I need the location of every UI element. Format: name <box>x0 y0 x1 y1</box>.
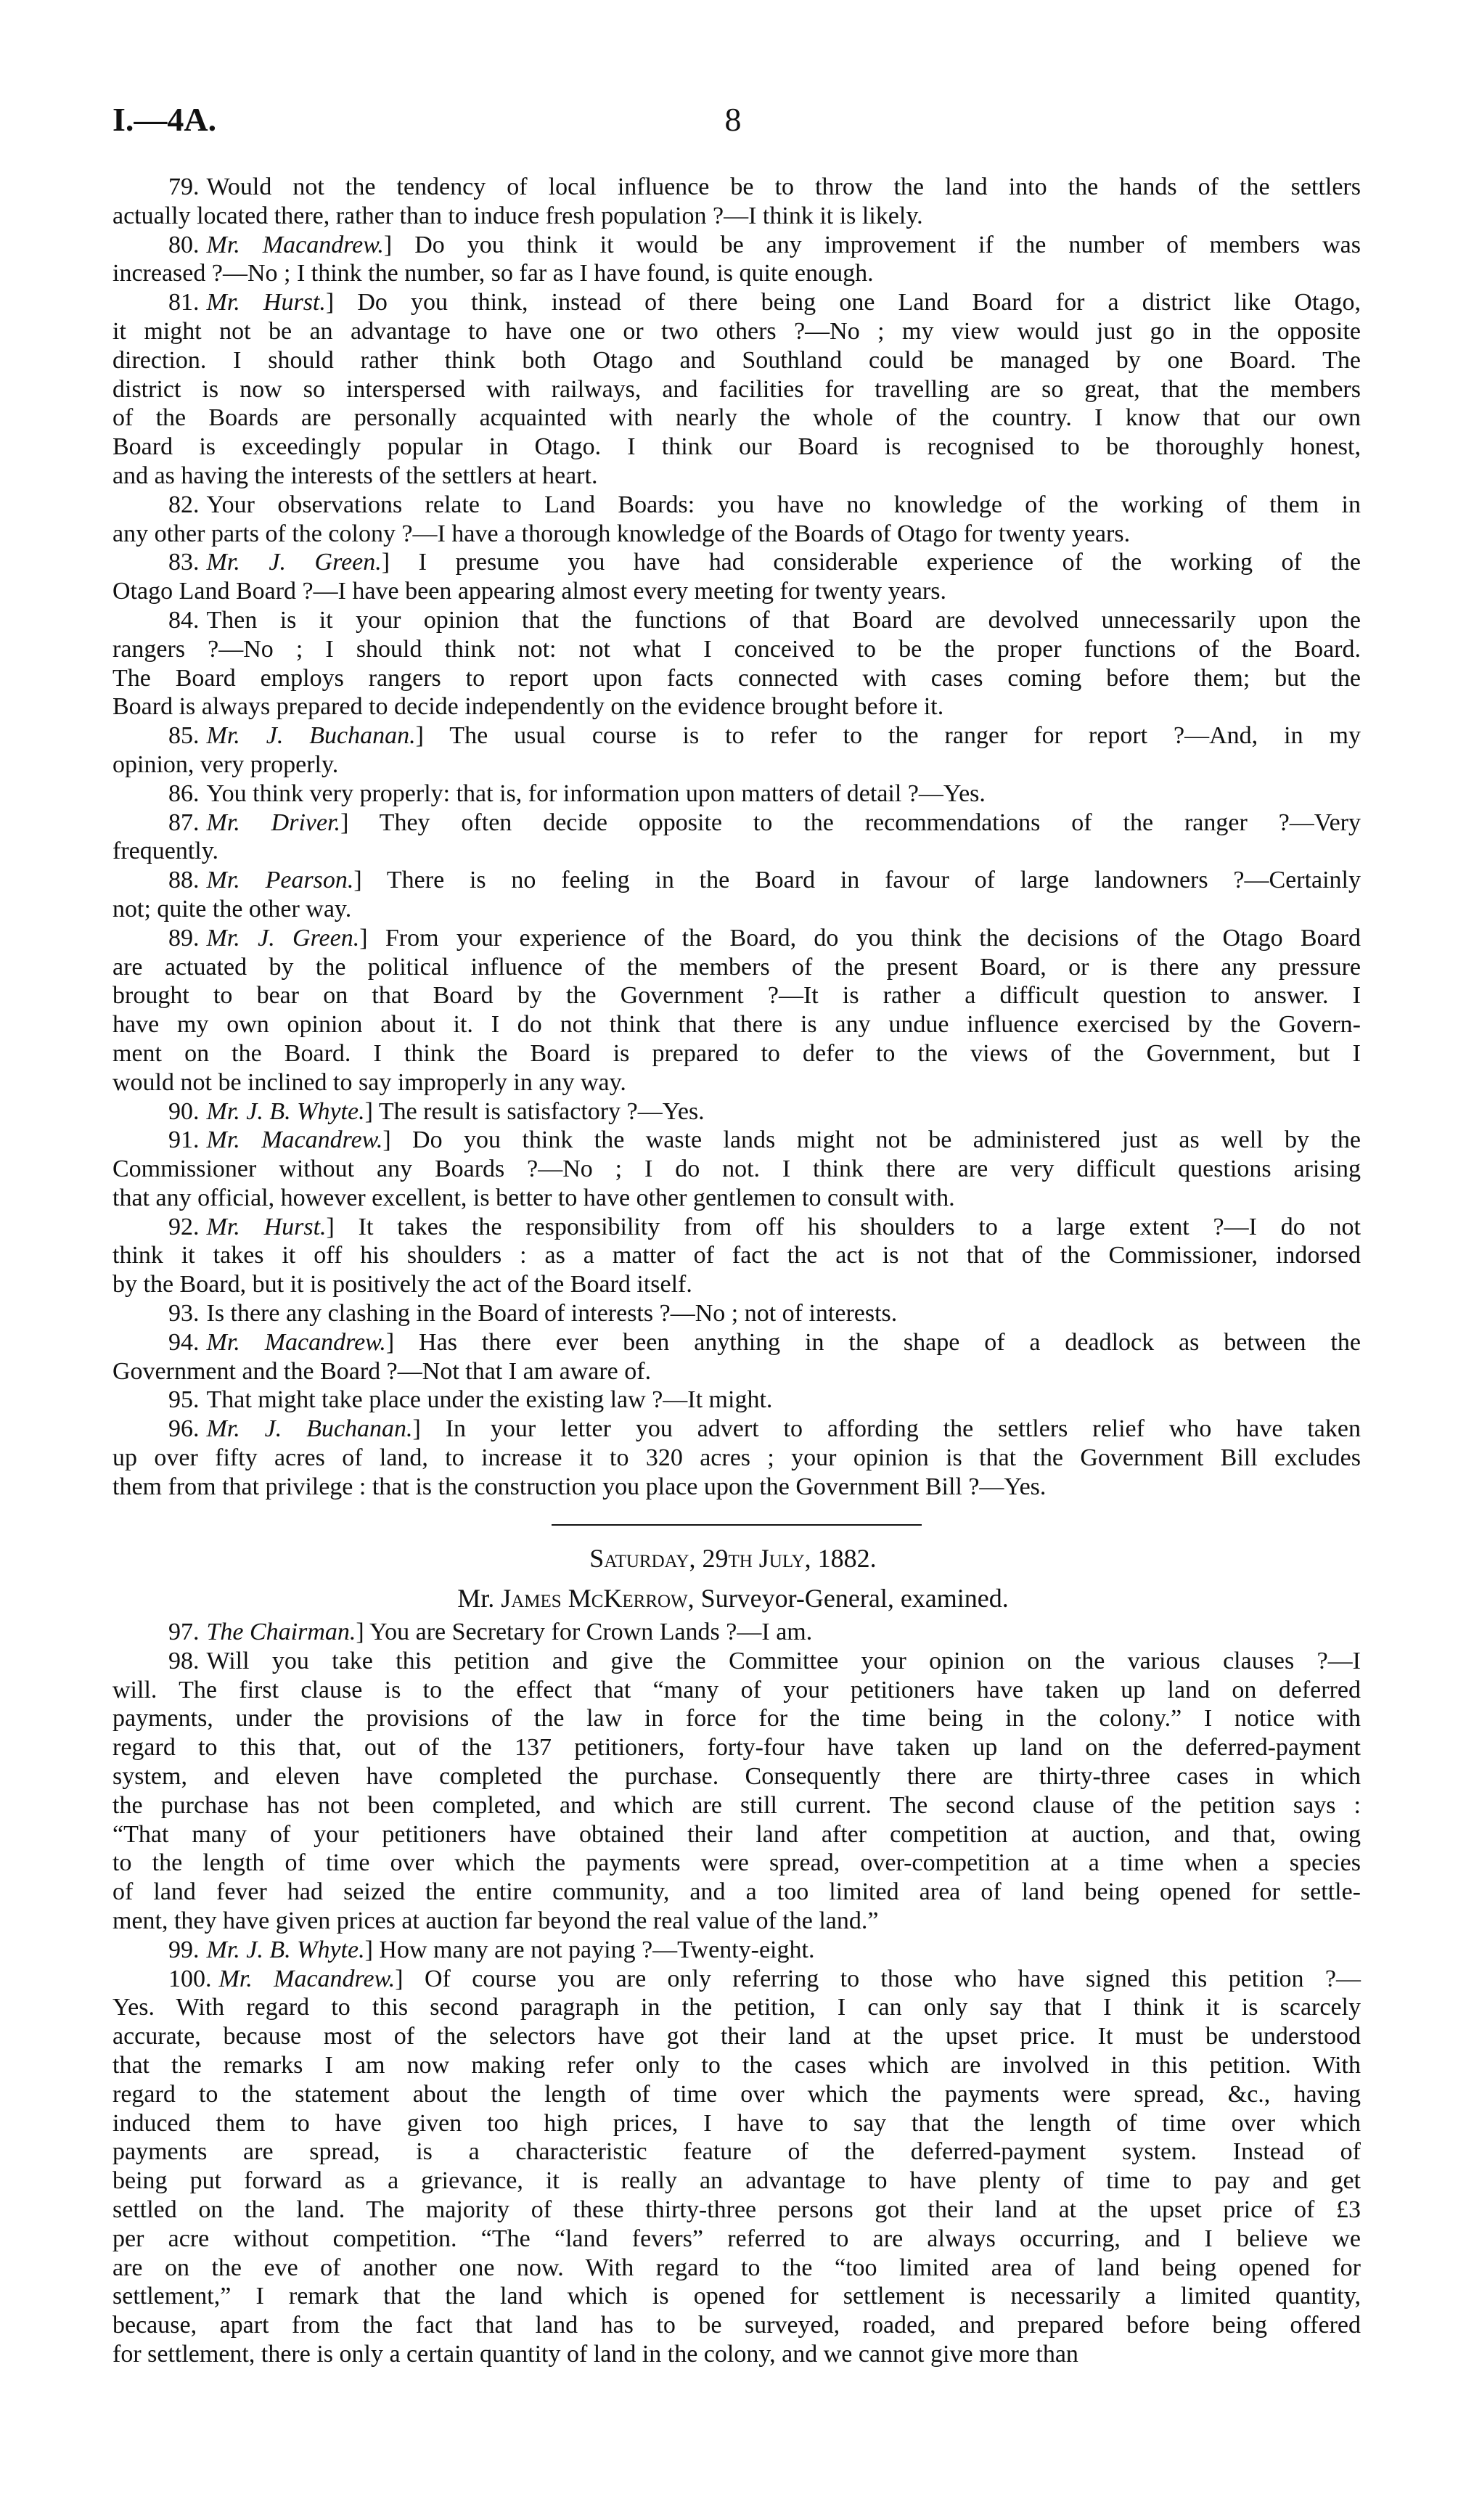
text-line <box>112 1878 1361 1907</box>
text-line <box>112 606 1361 635</box>
text-line <box>112 2340 1361 2369</box>
question-paragraph <box>112 1126 1361 1212</box>
text-line <box>112 433 1361 462</box>
text-line <box>112 809 1361 838</box>
text-line <box>112 404 1361 433</box>
line-text: ] There is no feeling in the Board in favour of large landowners ?—Certainly <box>353 867 1361 894</box>
text-line <box>112 1907 1361 1936</box>
text-line <box>112 375 1361 404</box>
text-line <box>112 317 1361 346</box>
line-text: have my own opinion about it. I do not think that there is any undue influence exercised by the Govern- <box>112 1011 1361 1039</box>
line-text: would not be inclined to say improperly in any way. <box>112 1068 626 1096</box>
line-text: regard to the statement about the length of time over which the payments were spread, &c., having <box>112 2080 1361 2108</box>
speaker-name: Mr. Pearson. <box>206 867 354 894</box>
speaker-name: Mr. J. Buchanan. <box>206 722 416 750</box>
question-number: 92. <box>168 1213 200 1240</box>
text-line <box>112 1213 1361 1242</box>
question-number: 91. <box>168 1126 200 1154</box>
text-line <box>112 780 1361 809</box>
text-line <box>112 259 1361 288</box>
question-number: 90. <box>168 1097 200 1125</box>
line-text: Your observations relate to Land Boards: you have no knowledge of the working of them in <box>206 491 1361 518</box>
text-line <box>112 173 1361 202</box>
question-paragraph <box>112 606 1361 721</box>
line-text: accurate, because most of the selectors have got their land at the upset price. It must be understood <box>112 2023 1361 2050</box>
question-number: 83. <box>168 549 200 576</box>
text-line <box>112 1328 1361 1357</box>
text-line <box>112 750 1361 780</box>
line-text: brought to bear on that Board by the Government ?—It is rather a difficult question to answer. I <box>112 982 1361 1010</box>
text-line <box>112 2022 1361 2051</box>
question-paragraph <box>112 809 1361 867</box>
question-paragraph <box>112 1415 1361 1501</box>
line-text: will. The first clause is to the effect that “many of your petitioners have taken up land on deferred <box>112 1676 1361 1703</box>
question-number: 86. <box>168 780 200 807</box>
line-text: ] You are Secretary for Crown Lands ?—I am. <box>356 1619 813 1645</box>
question-paragraph <box>112 1299 1361 1328</box>
text-line <box>112 2254 1361 2283</box>
text-line <box>112 1184 1361 1213</box>
line-text: rangers ?—No ; I should think not: not what I conceived to be the proper functions of the Board. <box>112 635 1361 663</box>
line-text: ] How many are not paying ?—Twenty-eight. <box>364 1936 815 1963</box>
question-number: 87. <box>168 809 200 836</box>
line-text: frequently. <box>112 838 219 865</box>
line-text: ] Of course you are only referring to those who have signed this petition ?— <box>395 1965 1361 1992</box>
line-text: Government and the Board ?—Not that I am aware of. <box>112 1357 652 1385</box>
question-number: 100. <box>168 1965 212 1992</box>
text-line <box>112 1299 1361 1328</box>
question-paragraph <box>112 866 1361 924</box>
question-paragraph <box>112 924 1361 1097</box>
line-text: induced them to have given too high prices, I have to say that the length of time over which <box>112 2109 1361 2137</box>
text-line <box>112 1993 1361 2022</box>
session-date: Saturday, 29th July, 1882. <box>589 1544 877 1573</box>
question-number: 79. <box>168 173 200 200</box>
text-line <box>112 1676 1361 1705</box>
line-text: ] Do you think it would be any improvement if the number of members was <box>383 231 1361 258</box>
line-text: think it takes it off his shoulders : as a matter of fact the act is not that of the Commissioner, indorsed <box>112 1242 1361 1269</box>
text-line <box>112 924 1361 953</box>
text-line <box>112 2196 1361 2225</box>
speaker-name: Mr. Hurst. <box>206 1213 327 1240</box>
text-line <box>112 1733 1361 1762</box>
document-reference: I.—4A. <box>112 101 217 138</box>
witness-suffix: , Surveyor-General, examined. <box>687 1584 1009 1613</box>
question-number: 96. <box>168 1415 200 1443</box>
question-paragraph <box>112 1647 1361 1936</box>
line-text: actually located there, rather than to induce fresh population ?—I think it is likely. <box>112 202 923 229</box>
line-text: ment on the Board. I think the Board is prepared to defer to the views of the Government, but I <box>112 1039 1361 1067</box>
section-divider <box>552 1524 922 1526</box>
text-line <box>112 953 1361 982</box>
line-text: ] The usual course is to refer to the ranger for report ?—And, in my <box>415 722 1361 750</box>
question-paragraph <box>112 1328 1361 1386</box>
speaker-name: Mr. J. B. Whyte. <box>206 1097 365 1125</box>
evidence-section-1 <box>112 173 1361 1502</box>
line-text: by the Board, but it is positively the act of the Board itself. <box>112 1271 692 1298</box>
question-number: 84. <box>168 606 200 634</box>
question-paragraph <box>112 780 1361 809</box>
line-text: direction. I should rather think both Otago and Southland could be managed by one Board. The <box>112 346 1361 374</box>
question-number: 82. <box>168 491 200 518</box>
question-paragraph <box>112 1213 1361 1299</box>
line-text: of the Boards are personally acquainted with nearly the whole of the country. I know that our own <box>112 404 1361 432</box>
text-line <box>112 1791 1361 1820</box>
line-text: ] From your experience of the Board, do you think the decisions of the Otago Board <box>359 924 1361 952</box>
line-text: and as having the interests of the settlers at heart. <box>112 462 598 489</box>
text-line <box>112 1155 1361 1184</box>
line-text: for settlement, there is only a certain quantity of land in the colony, and we cannot give more than <box>112 2340 1078 2368</box>
line-text: not; quite the other way. <box>112 895 352 922</box>
text-line <box>112 2167 1361 2196</box>
line-text: district is now so interspersed with railways, and facilities for travelling are so great, that the members <box>112 375 1361 403</box>
line-text: You think very properly: that is, for information upon matters of detail ?—Yes. <box>206 780 986 807</box>
line-text: Is there any clashing in the Board of interests ?—No ; not of interests. <box>206 1300 898 1328</box>
line-text: that any official, however excellent, is better to have other gentlemen to consult with. <box>112 1184 955 1211</box>
text-line <box>112 2080 1361 2109</box>
text-line <box>112 837 1361 866</box>
text-line <box>112 1820 1361 1849</box>
witness-name: James McKerrow <box>501 1584 688 1613</box>
witness-prefix: Mr. <box>457 1584 501 1613</box>
speaker-name: Mr. J. Green. <box>206 924 360 952</box>
page-number: 8 <box>724 101 742 138</box>
text-line <box>112 1444 1361 1473</box>
text-line <box>112 231 1361 260</box>
question-paragraph <box>112 1097 1361 1126</box>
question-paragraph <box>112 721 1361 780</box>
evidence-section-2 <box>112 1618 1361 2369</box>
line-text: up over fifty acres of land, to increase it to 320 acres ; your opinion is that the Government Bill excludes <box>112 1444 1361 1472</box>
question-number: 95. <box>168 1386 200 1414</box>
line-text: payments, under the provisions of the law in force for the time being in the colony.” I notice with <box>112 1705 1361 1732</box>
text-line <box>112 1473 1361 1502</box>
line-text: regard to this that, out of the 137 petitioners, forty-four have taken up land on the deferred-payment <box>112 1734 1361 1762</box>
speaker-name: Mr. J. B. Whyte. <box>206 1936 365 1963</box>
line-text: settlement,” I remark that the land which is opened for settlement is necessarily a limited quantity, <box>112 2283 1361 2310</box>
text-line <box>112 1762 1361 1791</box>
text-line <box>112 2225 1361 2254</box>
line-text: ] I presume you have had considerable experience of the working of the <box>381 549 1361 576</box>
line-text: that the remarks I am now making refer only to the cases which are involved in this petition. With <box>112 2051 1361 2079</box>
line-text: any other parts of the colony ?—I have a thorough knowledge of the Boards of Otago for twenty years. <box>112 520 1131 547</box>
line-text: to the length of time over which the payments were spread, over-competition at a time when a species <box>112 1849 1361 1877</box>
text-line <box>112 1241 1361 1270</box>
line-text: it might not be an advantage to have one or two others ?—No ; my view would just go in the opposite <box>112 317 1361 345</box>
line-text: being put forward as a grievance, it is really an advantage to have plenty of time to pay and get <box>112 2167 1361 2195</box>
line-text: ] They often decide opposite to the recommendations of the ranger ?—Very <box>340 809 1361 836</box>
text-line <box>112 577 1361 606</box>
line-text: are on the eve of another one now. With regard to the “too limited area of land being opened for <box>112 2254 1361 2281</box>
line-text: Board is always prepared to decide independently on the evidence brought before it. <box>112 693 944 721</box>
question-paragraph <box>112 173 1361 231</box>
question-paragraph <box>112 1618 1361 1647</box>
speaker-name: Mr. Macandrew. <box>206 1328 386 1356</box>
text-line <box>112 1618 1361 1647</box>
line-text: Would not the tendency of local influence be to throw the land into the hands of the settlers <box>206 173 1361 200</box>
line-text: Will you take this petition and give the Committee your opinion on the various clauses ?—I <box>206 1647 1361 1674</box>
speaker-name: Mr. Driver. <box>206 809 341 836</box>
text-line <box>112 2311 1361 2340</box>
question-paragraph <box>112 491 1361 549</box>
text-line <box>112 346 1361 375</box>
line-text: ] Do you think, instead of there being one Land Board for a district like Otago, <box>325 289 1361 316</box>
speaker-name: The Chairman. <box>206 1619 356 1645</box>
line-text: ] Do you think the waste lands might not be administered just as well by the <box>382 1126 1361 1154</box>
question-number: 88. <box>168 867 200 894</box>
speaker-name: Mr. Macandrew. <box>206 1126 383 1154</box>
question-number: 85. <box>168 722 200 750</box>
line-text: settled on the land. The majority of these thirty-three persons got their land at the upset price of £3 <box>112 2196 1361 2223</box>
witness-heading <box>0 1583 1466 1613</box>
text-line <box>112 866 1361 895</box>
text-line <box>112 981 1361 1010</box>
line-text: because, apart from the fact that land has to be surveyed, roaded, and prepared before being offered <box>112 2312 1361 2339</box>
text-line <box>112 1965 1361 1994</box>
line-text: are actuated by the political influence of the members of the present Board, or is there any pressure <box>112 953 1361 981</box>
text-line <box>112 288 1361 317</box>
speaker-name: Mr. J. Green. <box>206 549 382 576</box>
question-number: 80. <box>168 231 200 258</box>
question-paragraph <box>112 1965 1361 2369</box>
text-line <box>112 1704 1361 1733</box>
question-number: 81. <box>168 289 200 316</box>
line-text: ] The result is satisfactory ?—Yes. <box>364 1097 705 1125</box>
question-paragraph <box>112 1386 1361 1415</box>
text-line <box>112 462 1361 491</box>
text-line <box>112 202 1361 231</box>
text-line <box>112 1386 1361 1415</box>
line-text: of land fever had seized the entire community, and a too limited area of land being opened for settle- <box>112 1878 1361 1906</box>
line-text: That might take place under the existing law ?—It might. <box>206 1386 773 1414</box>
question-number: 94. <box>168 1328 200 1356</box>
text-line <box>112 1270 1361 1299</box>
text-line <box>112 1010 1361 1039</box>
question-number: 98. <box>168 1647 200 1674</box>
question-number: 93. <box>168 1300 200 1328</box>
line-text: increased ?—No ; I think the number, so far as I have found, is quite enough. <box>112 260 874 287</box>
question-paragraph <box>112 1936 1361 1965</box>
question-number: 97. <box>168 1619 200 1645</box>
line-text: Board is exceedingly popular in Otago. I think our Board is recognised to be thoroughly honest, <box>112 433 1361 461</box>
text-line <box>112 1068 1361 1097</box>
text-line <box>112 1357 1361 1386</box>
text-line <box>112 664 1361 693</box>
text-line <box>112 2051 1361 2080</box>
line-text: “That many of your petitioners have obtained their land after competition at auction, and that, owing <box>112 1820 1361 1848</box>
text-line <box>112 635 1361 664</box>
line-text: The Board employs rangers to report upon facts connected with cases coming before them; but the <box>112 664 1361 692</box>
line-text: per acre without competition. “The “land fevers” referred to are always occurring, and I believe we <box>112 2225 1361 2252</box>
text-line <box>112 1936 1361 1965</box>
text-line <box>112 692 1361 721</box>
line-text: Commissioner without any Boards ?—No ; I do not. I think there are very difficult questions arising <box>112 1155 1361 1183</box>
text-line <box>112 1039 1361 1068</box>
line-text: Then is it your opinion that the functions of that Board are devolved unnecessarily upon the <box>206 606 1361 634</box>
text-line <box>112 721 1361 750</box>
line-text: ] In your letter you advert to affording the settlers relief who have taken <box>412 1415 1361 1443</box>
text-line <box>112 2138 1361 2167</box>
question-paragraph <box>112 231 1361 289</box>
line-text: ] Has there ever been anything in the shape of a deadlock as between the <box>385 1328 1361 1356</box>
speaker-name: Mr. J. Buchanan. <box>206 1415 413 1443</box>
line-text: Yes. With regard to this second paragraph in the petition, I can only say that I think it is scarcely <box>112 1994 1361 2021</box>
text-line <box>112 1415 1361 1444</box>
text-line <box>112 1097 1361 1126</box>
question-number: 99. <box>168 1936 200 1963</box>
line-text: ] It takes the responsibility from off his shoulders to a large extent ?—I do not <box>326 1213 1361 1240</box>
text-line <box>112 1849 1361 1878</box>
line-text: ment, they have given prices at auction far beyond the real value of the land.” <box>112 1907 879 1934</box>
text-line <box>112 1647 1361 1676</box>
line-text: Otago Land Board ?—I have been appearing almost every meeting for twenty years. <box>112 578 946 605</box>
speaker-name: Mr. Hurst. <box>206 289 326 316</box>
text-line <box>112 1126 1361 1155</box>
text-line <box>112 491 1361 520</box>
speaker-name: Mr. Macandrew. <box>218 1965 396 1992</box>
line-text: payments are spread, is a characteristic feature of the deferred-payment system. Instead of <box>112 2138 1361 2166</box>
text-line <box>112 2109 1361 2138</box>
speaker-name: Mr. Macandrew. <box>206 231 384 258</box>
line-text: the purchase has not been completed, and which are still current. The second clause of the petition says : <box>112 1791 1361 1819</box>
line-text: system, and eleven have completed the purchase. Consequently there are thirty-three cases in which <box>112 1762 1361 1790</box>
text-line <box>112 520 1361 549</box>
text-line <box>112 2282 1361 2311</box>
question-paragraph <box>112 548 1361 606</box>
line-text: opinion, very properly. <box>112 750 339 778</box>
question-number: 89. <box>168 924 200 952</box>
line-text: them from that privilege : that is the construction you place upon the Government Bill ?—Yes. <box>112 1473 1047 1500</box>
question-paragraph <box>112 288 1361 491</box>
text-line <box>112 548 1361 577</box>
text-line <box>112 895 1361 924</box>
